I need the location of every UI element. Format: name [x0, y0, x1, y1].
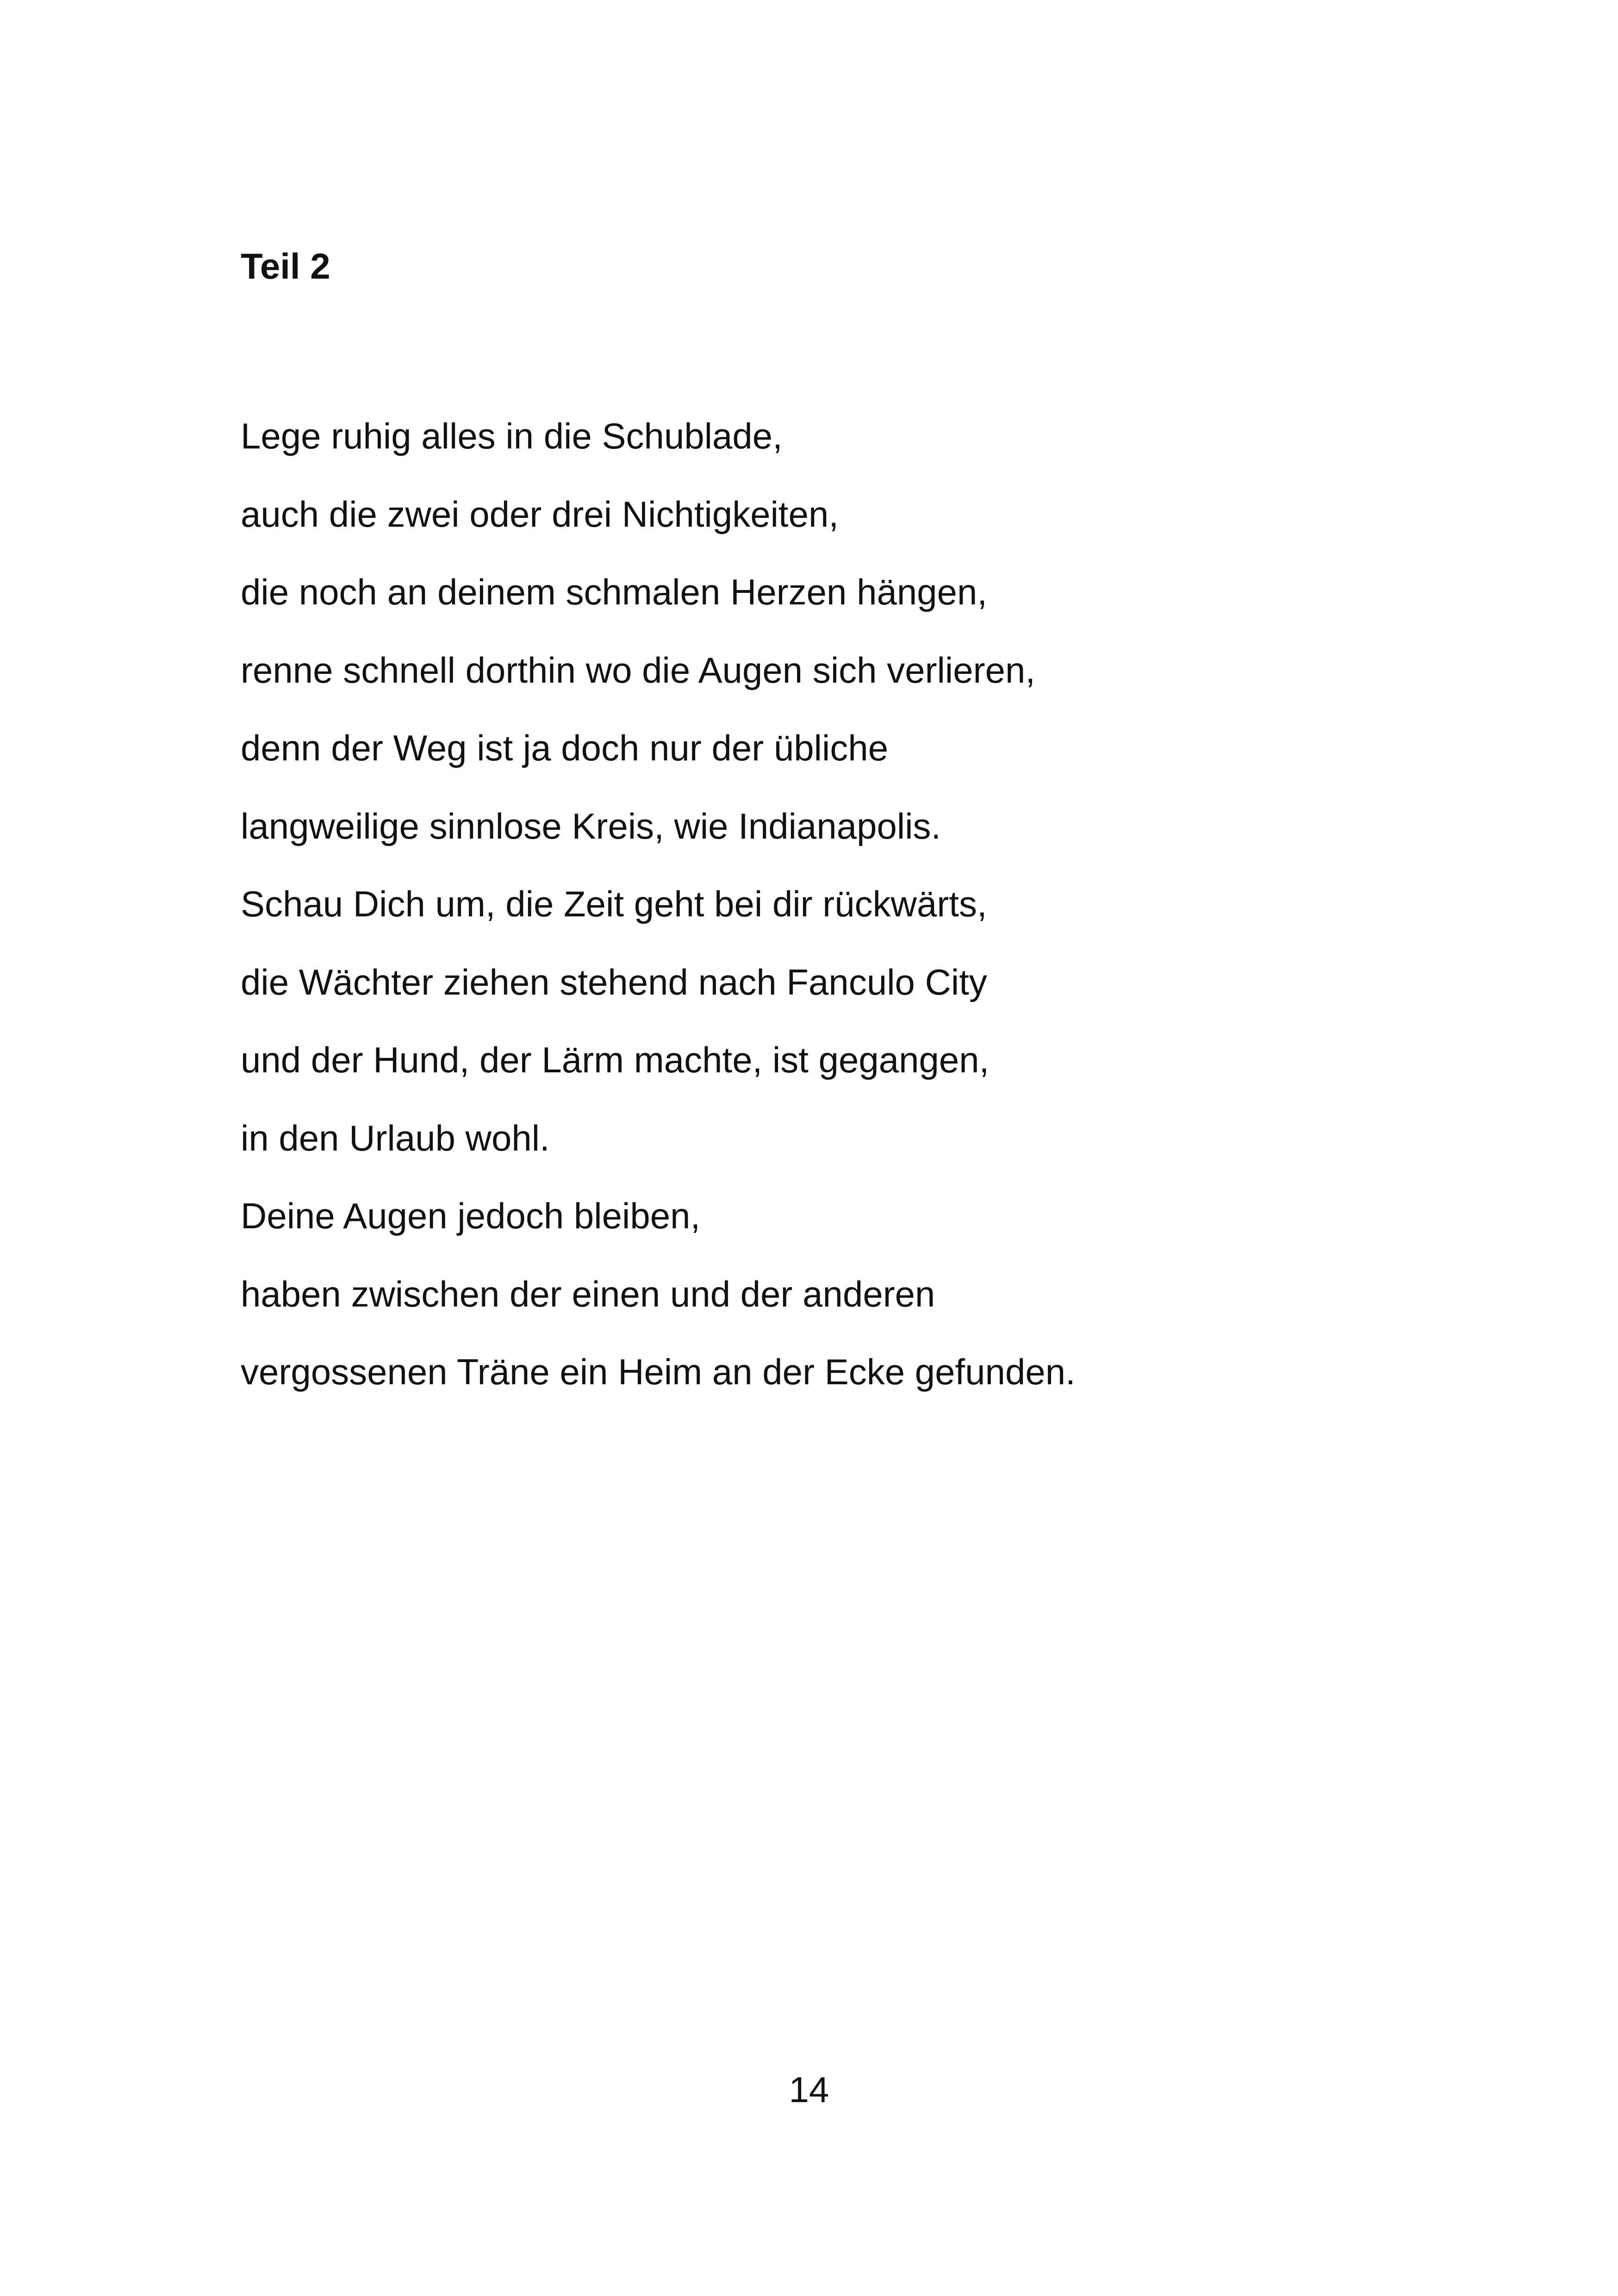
poem-line: langweilige sinnlose Kreis, wie Indianapolis. [241, 805, 941, 846]
poem-line: und der Hund, der Lärm machte, ist gegangen, [241, 1039, 989, 1080]
poem-line: vergossenen Träne ein Heim an der Ecke gefunden. [241, 1351, 1076, 1392]
poem-line: Deine Augen jedoch bleiben, [241, 1195, 701, 1236]
poem-line: die noch an deinem schmalen Herzen hängen, [241, 572, 988, 612]
poem-line: renne schnell dorthin wo die Augen sich verlieren, [241, 649, 1036, 691]
poem-line: die Wächter ziehen stehend nach Fanculo City [241, 961, 987, 1002]
section-heading: Teil 2 [241, 246, 330, 286]
poem-line: denn der Weg ist ja doch nur der übliche [241, 728, 889, 768]
page-number: 14 [789, 2069, 829, 2110]
poem-line: auch die zwei oder drei Nichtigkeiten, [241, 493, 839, 535]
poem-body [241, 397, 1076, 1411]
poem-line: haben zwischen der einen und der anderen [241, 1273, 935, 1314]
poem-line: in den Urlaub wohl. [241, 1117, 550, 1158]
poem-line: Lege ruhig alles in die Schublade, [241, 416, 783, 456]
poem-line: Schau Dich um, die Zeit geht bei dir rückwärts, [241, 884, 987, 924]
